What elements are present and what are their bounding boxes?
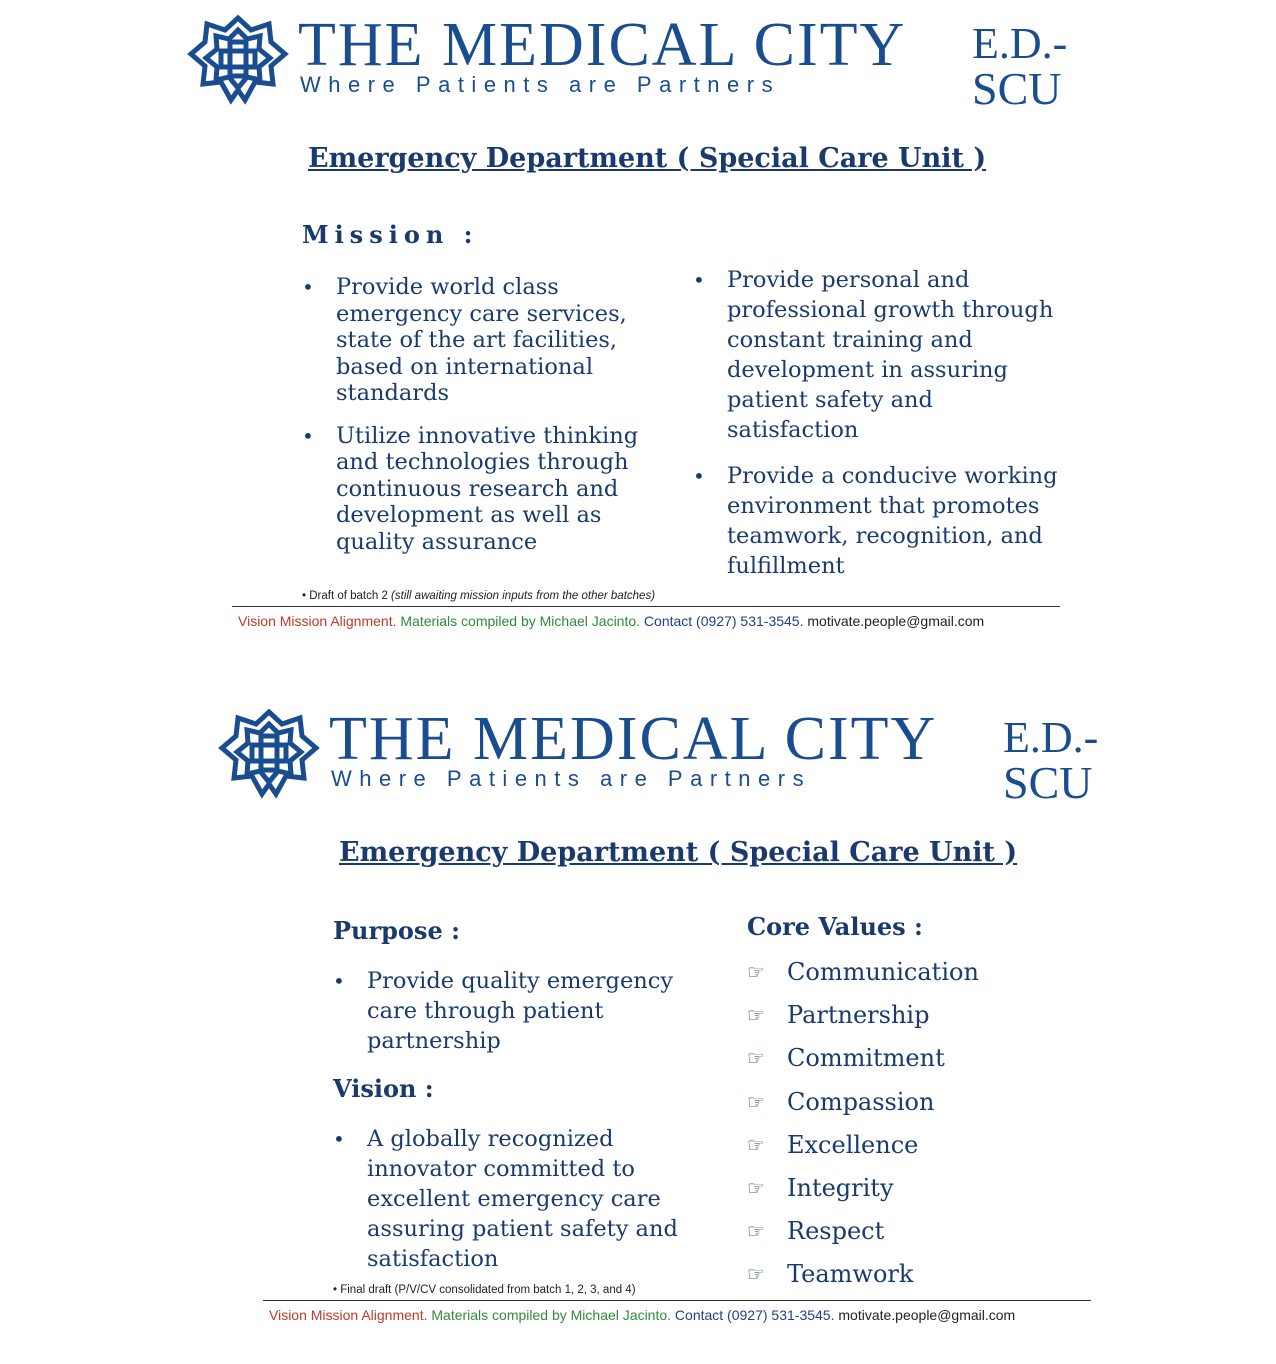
core-value-label: Partnership (787, 1001, 930, 1030)
footer-email[interactable]: motivate.people@gmail.com (834, 1307, 1016, 1323)
core-value-label: Excellence (787, 1130, 919, 1159)
unit-code-line2: SCU (1003, 757, 1093, 808)
pointing-hand-icon: ☞ (747, 960, 765, 984)
core-value-label: Commitment (787, 1044, 945, 1073)
unit-code-line1: E.D.- (1003, 713, 1099, 762)
pointing-hand-icon: ☞ (747, 1132, 765, 1157)
core-value-label: Compassion (787, 1087, 935, 1116)
slide-purpose-vision-values (0, 694, 1276, 1364)
list-item: • Provide quality emergency care through patient partnership (333, 966, 703, 1056)
mission-heading: Mission : (302, 220, 479, 249)
unit-code (1003, 713, 1113, 808)
list-item (747, 1130, 1047, 1173)
footer-divider (232, 606, 1060, 607)
medical-city-logo-icon (216, 706, 322, 800)
slide-mission (0, 0, 1276, 670)
footer (269, 1307, 1015, 1323)
unit-code-line2: SCU (972, 63, 1062, 114)
draft-note-italic: (still awaiting mission inputs from the other batches) (391, 590, 656, 602)
list-item: • Provide a conducive working environment that promotes teamwork, recognition, and fulfillment (693, 461, 1063, 581)
list-item (747, 1000, 1047, 1043)
footer (238, 613, 984, 629)
pointing-hand-icon: ☞ (747, 1219, 765, 1244)
list-item (747, 957, 1047, 1000)
draft-note (333, 1284, 636, 1296)
medical-city-logo-icon (185, 12, 291, 106)
purpose-list (333, 966, 703, 1072)
footer-topic: Vision Mission Alignment. (238, 613, 397, 629)
core-values-heading: Core Values : (747, 912, 923, 941)
list-item: • A globally recognized innovator committed to excellent emergency care assuring patient safety and satisfaction (333, 1124, 703, 1274)
department-title: Emergency Department ( Special Care Unit ) (308, 143, 987, 174)
list-item: • Provide world class emergency care services, state of the art facilities, based on international standards (302, 274, 662, 407)
footer-contact: Contact (0927) 531-3545. (671, 1307, 835, 1323)
vision-heading: Vision : (333, 1074, 434, 1103)
brand-tagline: Where Patients are Partners (300, 72, 781, 97)
core-value-label: Integrity (787, 1173, 894, 1202)
list-item: • Utilize innovative thinking and technologies through continuous research and development as well as quality assurance (302, 423, 662, 556)
pointing-hand-icon: ☞ (747, 1175, 765, 1200)
footer-credit: Materials compiled by Michael Jacinto. (427, 1307, 672, 1323)
department-title: Emergency Department ( Special Care Unit ) (339, 837, 1018, 868)
pointing-hand-icon: ☞ (747, 1003, 765, 1028)
footer-credit: Materials compiled by Michael Jacinto. (396, 613, 641, 629)
list-item: • Provide personal and professional growth through constant training and development in assuring patient safety and satisfaction (693, 265, 1063, 445)
draft-note-text: • Final draft (P/V/CV consolidated from batch 1, 2, 3, and 4) (333, 1284, 636, 1296)
pointing-hand-icon: ☞ (747, 1262, 765, 1287)
core-values-list (747, 957, 1047, 1303)
unit-code-line1: E.D.- (972, 19, 1068, 68)
core-value-label: Communication (787, 958, 979, 986)
list-item (747, 1043, 1047, 1086)
brand-title: THE MEDICAL CITY (298, 11, 907, 79)
purpose-heading: Purpose : (333, 916, 460, 945)
draft-note-text: • Draft of batch 2 (302, 590, 392, 602)
brand-title: THE MEDICAL CITY (329, 705, 938, 773)
pointing-hand-icon: ☞ (747, 1046, 765, 1071)
draft-note (302, 590, 655, 602)
footer-contact: Contact (0927) 531-3545. (640, 613, 804, 629)
mission-list-left (302, 274, 662, 571)
pointing-hand-icon: ☞ (747, 1089, 765, 1114)
vision-list (333, 1124, 703, 1290)
brand-tagline: Where Patients are Partners (331, 766, 812, 791)
core-value-label: Respect (787, 1217, 885, 1246)
footer-email[interactable]: motivate.people@gmail.com (803, 613, 985, 629)
footer-divider (263, 1300, 1091, 1301)
footer-topic: Vision Mission Alignment. (269, 1307, 428, 1323)
mission-list-right (693, 265, 1063, 597)
list-item (747, 1173, 1047, 1216)
list-item (747, 1216, 1047, 1259)
list-item (747, 1259, 1047, 1302)
core-value-label: Teamwork (787, 1260, 914, 1289)
list-item (747, 1087, 1047, 1130)
unit-code (972, 19, 1082, 114)
